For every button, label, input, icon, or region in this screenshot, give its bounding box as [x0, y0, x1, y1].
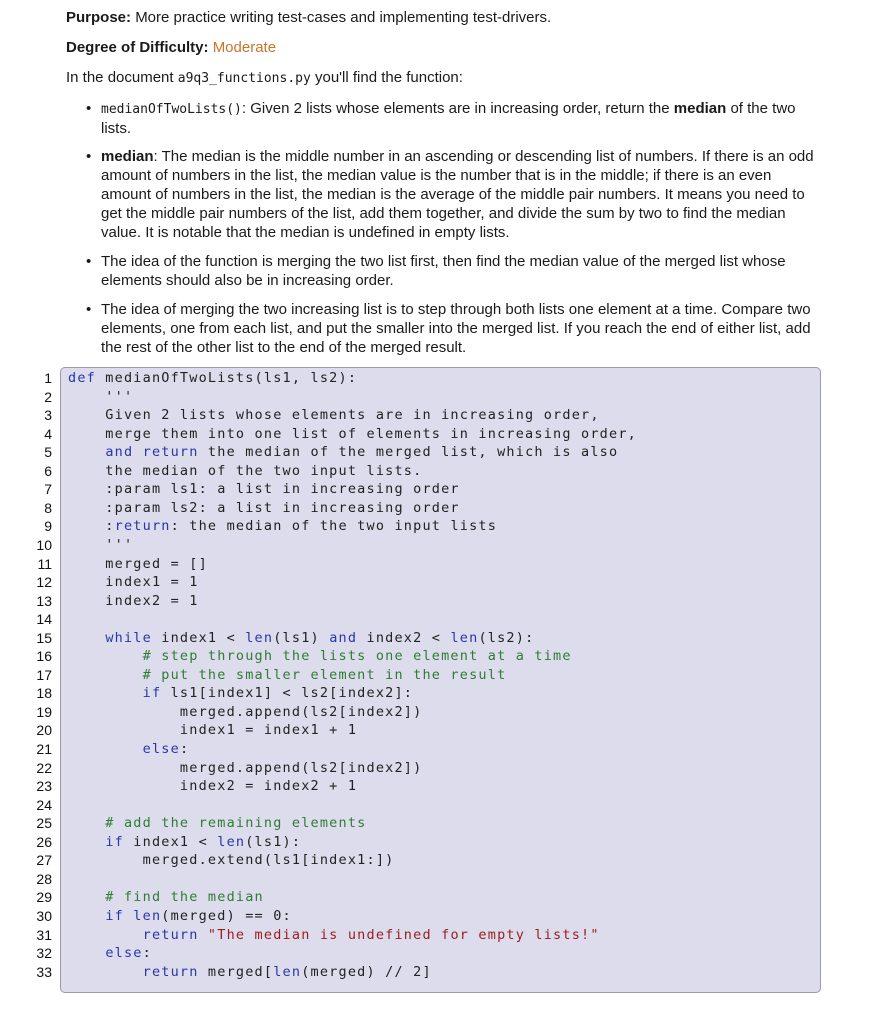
- code-line: while index1 < len(ls1) and index2 < len(ls2):: [105, 629, 535, 646]
- line-number: 30: [36, 907, 52, 924]
- difficulty-label: Degree of Difficulty:: [66, 39, 209, 56]
- line-number: 14: [36, 611, 52, 628]
- intro-line: [66, 69, 463, 86]
- bullet-icon: •: [86, 301, 92, 318]
- intro-file: a9q3_functions.py: [177, 71, 311, 86]
- line-number: 10: [36, 536, 52, 553]
- code-line: ''': [68, 536, 134, 553]
- line-number: 31: [36, 926, 52, 943]
- line-number: 5: [44, 444, 52, 461]
- purpose-label: Purpose:: [66, 9, 132, 26]
- code-line: else:: [105, 945, 152, 962]
- line-number: 17: [36, 666, 52, 683]
- line-number: 13: [36, 592, 52, 609]
- bullet-icon: •: [86, 253, 92, 270]
- code-line: index1 = 1: [68, 574, 199, 591]
- line-number: 12: [36, 574, 52, 591]
- bullet-text: : Given 2 lists whose elements are in increasing order, return the: [241, 100, 674, 117]
- code-line: merge them into one list of elements in increasing order,: [68, 425, 637, 442]
- line-number: 25: [36, 815, 52, 832]
- intro-post: you'll find the function:: [310, 69, 463, 86]
- line-number: 11: [37, 555, 52, 572]
- function-name: medianOfTwoLists(): [101, 102, 242, 117]
- bullet-icon: •: [86, 148, 92, 165]
- line-number: 8: [44, 499, 52, 516]
- bullet-bold: median: [673, 100, 727, 117]
- bullet-text: : The median is the middle number in an ascending or descending list of numbers. If there is an odd amount of numbers in the list, the median value is the number that is in the middle; if there is an even amount of numbers in the list, the median is the average of the middle pair numbers. It means you need to get the middle pair numbers of the list, add them together, and divide the sum by two to find the median value. It is notable that the median is undefined in empty lists.: [101, 148, 814, 241]
- line-number: 26: [36, 833, 52, 850]
- code-line: merged.extend(ls1[index1:]): [68, 852, 395, 869]
- line-number: 16: [36, 648, 52, 665]
- line-number: 29: [36, 889, 52, 906]
- bullet-icon: •: [86, 100, 92, 117]
- line-number: 24: [36, 796, 52, 813]
- line-number: 27: [36, 852, 52, 869]
- code-line: # step through the lists one element at a time: [68, 648, 572, 665]
- line-number: 1: [44, 370, 52, 386]
- code-line: the median of the two input lists.: [68, 462, 423, 479]
- list-item: [86, 99, 818, 138]
- purpose-text: More practice writing test-cases and implementing test-drivers.: [135, 9, 552, 26]
- line-number: 28: [36, 870, 52, 887]
- line-number: 9: [44, 518, 52, 535]
- code-line: Given 2 lists whose elements are in increasing order,: [68, 407, 600, 424]
- difficulty-value: Moderate: [212, 39, 277, 56]
- line-number: 7: [44, 481, 52, 498]
- code-line: # add the remaining elements: [68, 815, 367, 832]
- line-number: 3: [44, 407, 52, 424]
- line-number: 21: [36, 741, 52, 757]
- code-line: if len(merged) == 0:: [105, 907, 292, 924]
- line-number: 15: [36, 629, 52, 646]
- intro-pre: In the document: [66, 69, 178, 86]
- code-line: if ls1[index1] < ls2[index2]:: [142, 685, 414, 702]
- line-number: 19: [36, 703, 52, 720]
- code-line: and return the median of the merged list, which is also: [105, 444, 619, 461]
- difficulty-line: [66, 39, 276, 56]
- code-line: merged.append(ls2[index2]): [68, 703, 423, 720]
- line-number: 6: [44, 462, 52, 479]
- line-number: 4: [44, 425, 52, 442]
- list-item: [86, 147, 818, 242]
- code-line: index2 = 1: [68, 592, 199, 609]
- line-number: 20: [36, 722, 52, 739]
- line-number: 18: [36, 685, 52, 702]
- code-line: return merged[len(merged) // 2]: [142, 963, 432, 980]
- bullet-text: of the two lists.: [101, 100, 796, 137]
- bullet-text: The idea of the function is merging the two list first, then find the median value of the merged list whose elements should also be in increasing order.: [101, 253, 786, 289]
- code-line: merged.append(ls2[index2]): [68, 759, 423, 776]
- code-line: index1 = index1 + 1: [68, 722, 358, 739]
- line-number: 22: [36, 759, 52, 776]
- bullet-text: The idea of merging the two increasing list is to step through both lists one element at a time. Compare two elements, one from each list, and put the smaller into the merged list. If you reach the end of either list, add the rest of the other list to the end of the merged result.: [101, 301, 811, 356]
- code-line: index2 = index2 + 1: [68, 778, 358, 795]
- code-line: # find the median: [68, 889, 264, 906]
- code-line: # put the smaller element in the result: [68, 666, 507, 683]
- code-line: ''': [68, 388, 134, 405]
- line-number: 2: [44, 388, 52, 405]
- code-line: :return: the median of the two input lists: [68, 518, 498, 535]
- line-number: 33: [36, 963, 52, 980]
- code-line: merged = []: [68, 555, 208, 572]
- code-line: :param ls2: a list in increasing order: [68, 499, 460, 516]
- list-item: [86, 252, 818, 290]
- code-line: if index1 < len(ls1):: [105, 833, 302, 850]
- code-line: def medianOfTwoLists(ls1, ls2):: [68, 370, 358, 386]
- code-line: return "The median is undefined for empty lists!": [142, 926, 600, 943]
- line-number: 23: [36, 778, 52, 795]
- code-line: else:: [142, 741, 190, 757]
- code-line: :param ls1: a list in increasing order: [68, 481, 460, 498]
- purpose-line: [66, 9, 551, 26]
- bullet-bold: median: [101, 148, 154, 165]
- list-item: [86, 300, 818, 357]
- line-number: 32: [36, 945, 52, 962]
